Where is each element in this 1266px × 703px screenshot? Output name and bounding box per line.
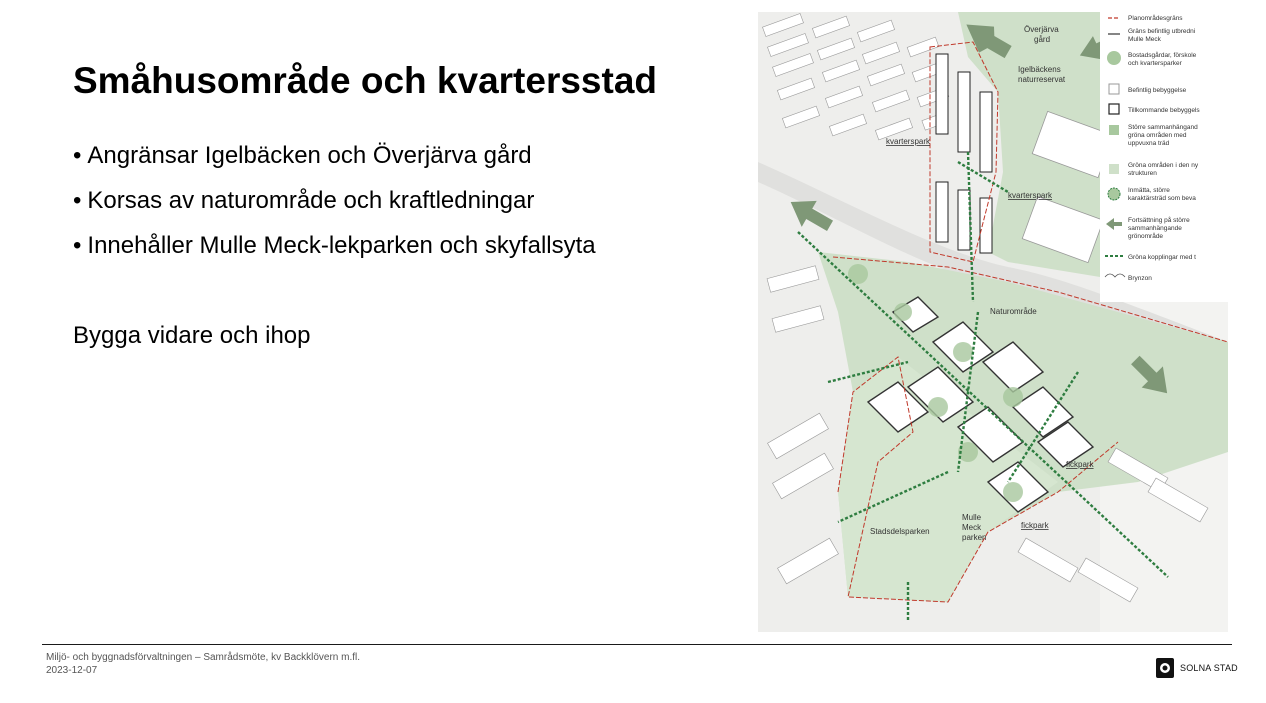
label-kvarterspark-1: kvarterspark	[886, 137, 931, 146]
bullet-item: • Korsas av naturområde och kraftledningar	[73, 187, 535, 214]
label-overjarva-1: Överjärva	[1024, 25, 1059, 34]
legend-fortsattning-1: Fortsättning på större	[1128, 217, 1190, 224]
legend-grans-2: Mulle Meck	[1128, 36, 1161, 43]
legend-grona-nya-1: Gröna områden i den ny	[1128, 162, 1199, 169]
legend-grona-nya-2: strukturen	[1128, 170, 1157, 177]
label-mullemeck-3: parken	[962, 533, 987, 542]
label-fickpark-1: fickpark	[1066, 460, 1094, 469]
label-mullemeck-2: Meck	[962, 523, 982, 532]
label-overjarva-2: gård	[1034, 35, 1051, 44]
legend-fortsattning-2: sammanhängande	[1128, 225, 1182, 232]
legend-tillkommande: Tillkommande bebyggels	[1128, 107, 1200, 114]
label-fickpark-2: fickpark	[1021, 521, 1049, 530]
legend-kopplingar: Gröna kopplingar med t	[1128, 254, 1196, 261]
solna-logo	[1155, 657, 1238, 679]
slide-title: Småhusområde och kvartersstad	[73, 60, 658, 101]
legend-planomradesgrans: Planområdesgräns	[1128, 15, 1183, 22]
legend-fortsattning-3: grönområde	[1128, 233, 1164, 240]
legend-bostadsgardar-2: och kvartersparker	[1128, 60, 1182, 67]
label-kvarterspark-2: kvarterspark	[1008, 191, 1053, 200]
footer-divider	[42, 644, 1232, 645]
legend-storre-2: gröna områden med	[1128, 132, 1187, 139]
bullet-text: Korsas av naturområde och kraftledningar	[87, 187, 535, 214]
footer-org: Miljö- och byggnadsförvaltningen – Samrådsmöte, kv Backklövern m.fl.	[46, 652, 361, 663]
bullet-text: Angränsar Igelbäcken och Överjärva gård	[87, 142, 532, 169]
logo-text: SOLNA STAD	[1180, 663, 1238, 673]
legend-befintlig: Befintlig bebyggelse	[1128, 87, 1187, 94]
legend-brynzon: Brynzon	[1128, 275, 1152, 282]
bullet-list	[73, 140, 596, 275]
site-plan-map	[758, 12, 1228, 632]
legend-grans-1: Gräns befintlig utbredni	[1128, 28, 1196, 35]
slide-subheading: Bygga vidare och ihop	[73, 322, 311, 349]
legend-inmatta-1: Inmätta, större	[1128, 187, 1170, 194]
footer-text	[46, 651, 360, 677]
legend-storre-1: Större sammanhängand	[1128, 124, 1198, 131]
bullet-text: Innehåller Mulle Meck-lekparken och skyfallsyta	[87, 232, 596, 259]
label-reservat-2: naturreservat	[1018, 75, 1066, 84]
legend-storre-3: uppvuxna träd	[1128, 140, 1170, 147]
label-mullemeck-1: Mulle	[962, 513, 982, 522]
bullet-item: • Innehåller Mulle Meck-lekparken och skyfallsyta	[73, 232, 596, 259]
label-reservat-1: Igelbäckens	[1018, 65, 1061, 74]
legend-bostadsgardar-1: Bostadsgårdar, förskole	[1128, 52, 1197, 59]
label-stadsdelsparken: Stadsdelsparken	[870, 527, 930, 536]
footer-date: 2023-12-07	[46, 665, 98, 676]
legend-inmatta-2: karaktärsträd som beva	[1128, 195, 1196, 202]
solna-seal-icon	[1155, 657, 1175, 679]
bullet-item: • Angränsar Igelbäcken och Överjärva gård	[73, 142, 532, 169]
label-naturomrade: Naturområde	[990, 307, 1037, 316]
